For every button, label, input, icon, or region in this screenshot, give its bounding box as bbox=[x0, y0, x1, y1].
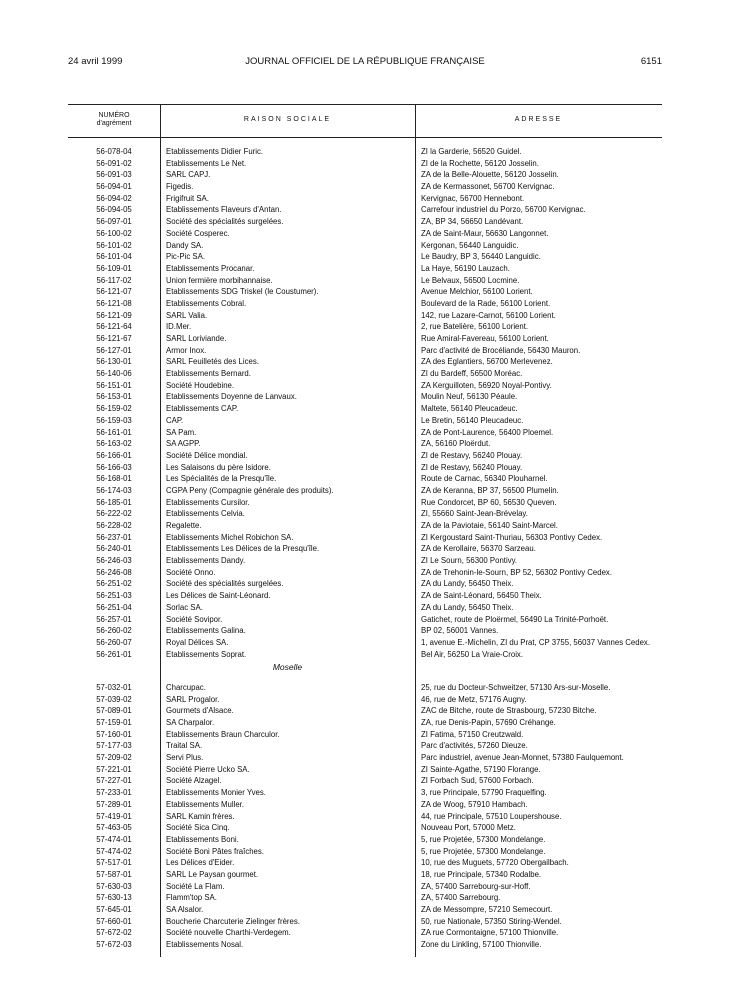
company-name: Société Pierre Ucko SA. bbox=[166, 764, 250, 774]
address: Carrefour industriel du Porzo, 56700 Kervignac. bbox=[421, 205, 586, 215]
table-row bbox=[68, 590, 662, 602]
address: ZI de la Rochette, 56120 Josselin. bbox=[421, 158, 539, 168]
company-name: Société La Flam. bbox=[166, 881, 225, 891]
table-row bbox=[68, 822, 662, 834]
table-row bbox=[68, 881, 662, 893]
address: ZA, 57400 Sarrebourg-sur-Hoff. bbox=[421, 881, 531, 891]
address: 50, rue Nationale, 57350 Stiring-Wendel. bbox=[421, 916, 562, 926]
column-header-adresse: ADRESSE bbox=[514, 116, 563, 123]
agreement-number: 56-257-01 bbox=[96, 614, 132, 624]
company-name: Sorlac SA. bbox=[166, 602, 203, 612]
agreement-number: 57-089-01 bbox=[96, 706, 132, 716]
table-row bbox=[68, 158, 662, 170]
table-row bbox=[68, 904, 662, 916]
table-row bbox=[68, 240, 662, 252]
agreement-number: 56-166-01 bbox=[96, 450, 132, 460]
agreement-number: 57-517-01 bbox=[96, 858, 132, 868]
table-row bbox=[68, 637, 662, 649]
company-name: Etablissements Galina. bbox=[166, 626, 246, 636]
table-row bbox=[68, 263, 662, 275]
agreement-table bbox=[68, 104, 662, 957]
agreement-number: 57-672-03 bbox=[96, 940, 132, 950]
agreement-number: 56-127-01 bbox=[96, 345, 132, 355]
address: Gatichet, route de Ploërmel, 56490 La Trinité-Porhoët. bbox=[421, 614, 609, 624]
company-name: Etablissements Cursilor. bbox=[166, 497, 250, 507]
company-name: Les Délices de Saint-Léonard. bbox=[166, 591, 271, 601]
company-name: Etablissements Michel Robichon SA. bbox=[166, 532, 294, 542]
company-name: SA Charpalor. bbox=[166, 718, 215, 727]
rows-moselle bbox=[68, 682, 662, 951]
table-row bbox=[68, 555, 662, 567]
agreement-number: 56-161-01 bbox=[96, 427, 132, 437]
agreement-number: 56-240-01 bbox=[96, 544, 132, 554]
agreement-number: 56-097-01 bbox=[96, 217, 132, 227]
table-row bbox=[68, 694, 662, 706]
agreement-number: 57-474-02 bbox=[96, 846, 132, 856]
table-row bbox=[68, 752, 662, 764]
address: Parc d'activités, 57260 Dieuze. bbox=[421, 741, 528, 751]
rows-morbihan bbox=[68, 146, 662, 660]
table-body bbox=[68, 146, 662, 951]
company-name: Etablissements Flaveurs d'Antan. bbox=[166, 205, 282, 215]
company-name: Royal Délices SA. bbox=[166, 637, 229, 647]
company-name: Etablissements CAP. bbox=[166, 404, 239, 414]
company-name: CGPA Peny (Compagnie générale des produits). bbox=[166, 485, 334, 495]
journal-title: JOURNAL OFFICIEL DE LA RÉPUBLIQUE FRANÇAISE bbox=[245, 56, 485, 67]
company-name: Etablissements SDG Triskel (le Coustumer). bbox=[166, 287, 319, 297]
agreement-number: 56-246-03 bbox=[96, 556, 132, 566]
address: La Haye, 56190 Lauzach. bbox=[421, 263, 510, 273]
agreement-number: 56-140-06 bbox=[96, 369, 132, 379]
table-row bbox=[68, 450, 662, 462]
agreement-number: 56-237-01 bbox=[96, 532, 132, 542]
company-name: Société Sica Cinq. bbox=[166, 823, 230, 833]
agreement-number: 56-163-02 bbox=[96, 439, 132, 449]
address: ZA du Landy, 56450 Theix. bbox=[421, 602, 514, 612]
column-header-numero: NUMÉRO d'agrément bbox=[96, 112, 132, 127]
address: Parc d'activité de Brocéliande, 56430 Mauron. bbox=[421, 345, 581, 355]
agreement-number: 56-159-03 bbox=[96, 415, 132, 425]
address: Le Bretin, 56140 Pleucadeuc. bbox=[421, 415, 524, 425]
address: ZA Kerguilloten, 56920 Noyal-Pontivy. bbox=[421, 380, 552, 390]
address: ZA du Landy, 56450 Theix. bbox=[421, 579, 514, 589]
company-name: Société Sovipor. bbox=[166, 614, 223, 624]
company-name: Les Salaisons du père Isidore. bbox=[166, 462, 271, 472]
agreement-number: 56-159-02 bbox=[96, 404, 132, 414]
table-row bbox=[68, 193, 662, 205]
address: Rue Condorcet, BP 60, 56530 Queven. bbox=[421, 497, 557, 507]
table-row bbox=[68, 391, 662, 403]
table-row bbox=[68, 508, 662, 520]
address: 1, avenue E.-Michelin, ZI du Prat, CP 3755, 56037 Vannes Cedex. bbox=[421, 637, 650, 647]
address: ZA de la Belle-Alouette, 56120 Josselin. bbox=[421, 170, 559, 180]
table-row bbox=[68, 275, 662, 287]
agreement-number: 56-130-01 bbox=[96, 357, 132, 367]
table-row bbox=[68, 415, 662, 427]
publication-date: 24 avril 1999 bbox=[68, 56, 123, 67]
company-name: SARL Loriviande. bbox=[166, 334, 227, 343]
agreement-number: 56-151-01 bbox=[96, 380, 132, 390]
table-row bbox=[68, 321, 662, 333]
agreement-number: 56-094-01 bbox=[96, 182, 132, 192]
table-row bbox=[68, 462, 662, 474]
company-name: Société Houdebine. bbox=[166, 380, 235, 390]
agreement-number: 57-630-03 bbox=[96, 881, 132, 891]
company-name: Etablissements Bernard. bbox=[166, 369, 251, 379]
company-name: Pic-Pic SA. bbox=[166, 252, 205, 262]
address: ZA de Kerollaire, 56370 Sarzeau. bbox=[421, 544, 536, 554]
address: Rue Amiral-Favereau, 56100 Lorient. bbox=[421, 334, 549, 343]
address: ZA, rue Denis-Papin, 57690 Créhange. bbox=[421, 718, 556, 727]
table-row bbox=[68, 705, 662, 717]
address: 3, rue Principale, 57790 Fraquelfing. bbox=[421, 788, 547, 798]
agreement-number: 56-246-08 bbox=[96, 567, 132, 577]
company-name: Société Délice mondial. bbox=[166, 450, 248, 460]
company-name: SARL Valia. bbox=[166, 310, 208, 320]
address: ZAC de Bitche, route de Strasbourg, 57230 Bitche. bbox=[421, 706, 597, 716]
company-name: Société des spécialités surgelées. bbox=[166, 579, 284, 589]
agreement-number: 57-660-01 bbox=[96, 916, 132, 926]
agreement-number: 57-221-01 bbox=[96, 764, 132, 774]
agreement-number: 56-251-03 bbox=[96, 591, 132, 601]
table-row bbox=[68, 520, 662, 532]
company-name: Frigifruit SA. bbox=[166, 193, 209, 203]
table-row bbox=[68, 799, 662, 811]
column-header-raison-sociale: RAISON SOCIALE bbox=[243, 116, 332, 123]
table-row bbox=[68, 333, 662, 345]
address: Kergonan, 56440 Languidic. bbox=[421, 240, 519, 250]
agreement-number: 56-094-02 bbox=[96, 193, 132, 203]
address: ZA, 57400 Sarrebourg. bbox=[421, 893, 501, 903]
table-row bbox=[68, 310, 662, 322]
table-row bbox=[68, 485, 662, 497]
agreement-number: 57-159-01 bbox=[96, 718, 132, 727]
address: ZA, BP 34, 56650 Landévant. bbox=[421, 217, 524, 227]
agreement-number: 56-091-02 bbox=[96, 158, 132, 168]
address: ZA de Kermassonet, 56700 Kervignac. bbox=[421, 182, 555, 192]
page-header bbox=[68, 56, 662, 68]
agreement-number: 56-261-01 bbox=[96, 649, 132, 659]
company-name: SARL CAPJ. bbox=[166, 170, 211, 180]
table-row bbox=[68, 869, 662, 881]
company-name: Etablissements Monier Yves. bbox=[166, 788, 266, 798]
table-row bbox=[68, 625, 662, 637]
table-row bbox=[68, 368, 662, 380]
table-row bbox=[68, 775, 662, 787]
table-row bbox=[68, 787, 662, 799]
agreement-number: 56-121-07 bbox=[96, 287, 132, 297]
agreement-number: 56-260-02 bbox=[96, 626, 132, 636]
company-name: Etablissements Le Net. bbox=[166, 158, 247, 168]
company-name: SARL Le Paysan gourmet. bbox=[166, 869, 259, 879]
address: Le Belvaux, 56500 Locmine. bbox=[421, 275, 520, 285]
table-row bbox=[68, 356, 662, 368]
company-name: Regalette. bbox=[166, 521, 202, 530]
table-row bbox=[68, 427, 662, 439]
address: ZI du Bardeff, 56500 Moréac. bbox=[421, 369, 523, 379]
company-name: Etablissements Soprat. bbox=[166, 649, 247, 659]
agreement-number: 57-227-01 bbox=[96, 776, 132, 786]
company-name: Traital SA. bbox=[166, 741, 203, 751]
agreement-number: 56-251-02 bbox=[96, 579, 132, 589]
address: ZI Fatima, 57150 Creutzwald. bbox=[421, 729, 524, 739]
address: ZA, 56160 Ploërdut. bbox=[421, 439, 491, 449]
company-name: Etablissements Nosal. bbox=[166, 940, 244, 950]
agreement-number: 57-419-01 bbox=[96, 811, 132, 821]
address: 2, rue Batelière, 56100 Lorient. bbox=[421, 322, 529, 332]
address: ZA de Trehonin-le-Sourn, BP 52, 56302 Pontivy Cedex. bbox=[421, 567, 612, 577]
company-name: Boucherie Charcuterie Zielinger frères. bbox=[166, 916, 300, 926]
address: 142, rue Lazare-Carnot, 56100 Lorient. bbox=[421, 310, 556, 320]
address: 25, rue du Docteur-Schweitzer, 57130 Ars-sur-Moselle. bbox=[421, 682, 611, 692]
company-name: Etablissements Les Délices de la Presqu'île. bbox=[166, 544, 320, 554]
company-name: Etablissements Cobral. bbox=[166, 298, 247, 308]
address: 44, rue Principale, 57510 Loupershouse. bbox=[421, 811, 562, 821]
address: ZA de la Paviotaie, 56140 Saint-Marcel. bbox=[421, 521, 558, 530]
agreement-number: 56-121-09 bbox=[96, 310, 132, 320]
table-row bbox=[68, 892, 662, 904]
address: ZA de Keranna, BP 37, 56500 Plumelin. bbox=[421, 485, 559, 495]
company-name: Les Spécialités de la Presqu'île. bbox=[166, 474, 277, 484]
company-name: Etablissements Celvia. bbox=[166, 509, 245, 519]
agreement-number: 56-091-03 bbox=[96, 170, 132, 180]
table-row bbox=[68, 846, 662, 858]
table-row bbox=[68, 602, 662, 614]
table-row bbox=[68, 298, 662, 310]
company-name: Société Boni Pâtes fraîches. bbox=[166, 846, 264, 856]
table-row bbox=[68, 649, 662, 661]
address: ZI de Restavy, 56240 Plouay. bbox=[421, 462, 523, 472]
agreement-number: 56-101-02 bbox=[96, 240, 132, 250]
agreement-number: 56-166-03 bbox=[96, 462, 132, 472]
address: ZI Forbach Sud, 57600 Forbach. bbox=[421, 776, 534, 786]
company-name: Figedis. bbox=[166, 182, 194, 192]
address: ZI Sainte-Agathe, 57190 Florange. bbox=[421, 764, 541, 774]
company-name: Servi Plus. bbox=[166, 753, 204, 763]
company-name: SA Pam. bbox=[166, 427, 197, 437]
table-row bbox=[68, 380, 662, 392]
address: 46, rue de Metz, 57176 Augny. bbox=[421, 694, 527, 704]
table-row bbox=[68, 403, 662, 415]
agreement-number: 56-121-08 bbox=[96, 298, 132, 308]
address: Nouveau Port, 57000 Metz. bbox=[421, 823, 516, 833]
agreement-number: 56-228-02 bbox=[96, 521, 132, 530]
agreement-number: 56-109-01 bbox=[96, 263, 132, 273]
table-row bbox=[68, 834, 662, 846]
address: Route de Carnac, 56340 Plouharnel. bbox=[421, 474, 548, 484]
company-name: Etablissements Didier Furic. bbox=[166, 147, 264, 156]
company-name: SARL Feuilletés des Lices. bbox=[166, 357, 259, 367]
company-name: Gourmets d'Alsace. bbox=[166, 706, 234, 716]
agreement-number: 57-474-01 bbox=[96, 834, 132, 844]
company-name: Etablissements Boni. bbox=[166, 834, 239, 844]
agreement-number: 56-101-04 bbox=[96, 252, 132, 262]
company-name: SA Alsalor. bbox=[166, 905, 204, 914]
company-name: Société nouvelle Charthi-Verdegem. bbox=[166, 928, 291, 938]
address: 10, rue des Muguets, 57720 Obergailbach. bbox=[421, 858, 569, 868]
table-row bbox=[68, 345, 662, 357]
company-name: Société des spécialités surgelées. bbox=[166, 217, 284, 227]
agreement-number: 56-100-02 bbox=[96, 228, 132, 238]
address: ZA de Woog, 57910 Hambach. bbox=[421, 799, 528, 809]
company-name: Flamm'top SA. bbox=[166, 893, 217, 903]
address: 5, rue Projetée, 57300 Mondelange. bbox=[421, 834, 546, 844]
table-row bbox=[68, 146, 662, 158]
table-row bbox=[68, 857, 662, 869]
table-row bbox=[68, 251, 662, 263]
company-name: Armor Inox. bbox=[166, 345, 207, 355]
agreement-number: 56-185-01 bbox=[96, 497, 132, 507]
agreement-number: 56-121-64 bbox=[96, 322, 132, 332]
table-row bbox=[68, 286, 662, 298]
company-name: ID.Mer. bbox=[166, 322, 192, 332]
agreement-number: 57-032-01 bbox=[96, 682, 132, 692]
address: ZI la Garderie, 56520 Guidel. bbox=[421, 147, 522, 156]
table-row bbox=[68, 228, 662, 240]
agreement-number: 57-177-03 bbox=[96, 741, 132, 751]
agreement-number: 57-463-05 bbox=[96, 823, 132, 833]
table-row bbox=[68, 916, 662, 928]
company-name: SARL Progalor. bbox=[166, 694, 220, 704]
company-name: Charcupac. bbox=[166, 682, 206, 692]
address: ZA de Pont-Laurence, 56400 Ploemel. bbox=[421, 427, 554, 437]
table-row bbox=[68, 578, 662, 590]
agreement-number: 56-222-02 bbox=[96, 509, 132, 519]
agreement-number: 56-168-01 bbox=[96, 474, 132, 484]
agreement-number: 57-209-02 bbox=[96, 753, 132, 763]
page-number: 6151 bbox=[640, 56, 662, 67]
company-name: Etablissements Muller. bbox=[166, 799, 244, 809]
table-header bbox=[68, 105, 662, 138]
agreement-number: 57-587-01 bbox=[96, 869, 132, 879]
section-heading: Moselle bbox=[272, 662, 303, 673]
table-row bbox=[68, 216, 662, 228]
company-name: SA AGPP. bbox=[166, 439, 201, 449]
table-row bbox=[68, 543, 662, 555]
address: Maltete, 56140 Pleucadeuc. bbox=[421, 404, 518, 414]
company-name: Société Onno. bbox=[166, 567, 216, 577]
agreement-number: 57-289-01 bbox=[96, 799, 132, 809]
address: ZA de Saint-Maur, 56630 Langonnet. bbox=[421, 228, 549, 238]
address: BP 02, 56001 Vannes. bbox=[421, 626, 499, 636]
table-row bbox=[68, 729, 662, 741]
address: ZI, 55660 Saint-Jean-Brévelay. bbox=[421, 509, 528, 519]
table-row bbox=[68, 169, 662, 181]
table-row bbox=[68, 473, 662, 485]
agreement-number: 57-233-01 bbox=[96, 788, 132, 798]
agreement-number: 56-260-07 bbox=[96, 637, 132, 647]
agreement-number: 56-117-02 bbox=[96, 275, 132, 285]
address: 18, rue Principale, 57340 Rodalbe. bbox=[421, 869, 542, 879]
table-row bbox=[68, 567, 662, 579]
address: 5, rue Projetée, 57300 Mondelange. bbox=[421, 846, 546, 856]
company-name: Les Délices d'Eider. bbox=[166, 858, 235, 868]
agreement-number: 56-078-04 bbox=[96, 147, 132, 156]
agreement-number: 57-160-01 bbox=[96, 729, 132, 739]
address: Zone du Linkling, 57100 Thionville. bbox=[421, 940, 542, 950]
agreement-number: 56-094-05 bbox=[96, 205, 132, 215]
company-name: CAP. bbox=[166, 415, 184, 425]
address: Le Baudry, BP 3, 56440 Languidic. bbox=[421, 252, 541, 262]
table-row bbox=[68, 939, 662, 951]
agreement-number: 56-153-01 bbox=[96, 392, 132, 402]
address: ZI Kergoustard Saint-Thuriau, 56303 Pontivy Cedex. bbox=[421, 532, 603, 542]
address: ZA rue Cormontaigne, 57100 Thionville. bbox=[421, 928, 559, 938]
company-name: SARL Kamin frères. bbox=[166, 811, 235, 821]
company-name: Etablissements Doyenne de Lanvaux. bbox=[166, 392, 297, 402]
table-row bbox=[68, 682, 662, 694]
address: Kervignac, 56700 Hennebont. bbox=[421, 193, 525, 203]
agreement-number: 56-121-67 bbox=[96, 334, 132, 343]
address: Parc industriel, avenue Jean-Monnet, 57380 Faulquemont. bbox=[421, 753, 624, 763]
agreement-number: 57-630-13 bbox=[96, 893, 132, 903]
company-name: Société Cosperec. bbox=[166, 228, 230, 238]
agreement-number: 57-672-02 bbox=[96, 928, 132, 938]
table-row bbox=[68, 717, 662, 729]
agreement-number: 56-251-04 bbox=[96, 602, 132, 612]
company-name: Etablissements Braun Charculor. bbox=[166, 729, 280, 739]
table-row bbox=[68, 204, 662, 216]
table-row bbox=[68, 740, 662, 752]
company-name: Société Alzagel. bbox=[166, 776, 222, 786]
company-name: Union fermière morbihannaise. bbox=[166, 275, 273, 285]
company-name: Etablissements Dandy. bbox=[166, 556, 246, 566]
company-name: Etablissements Procanar. bbox=[166, 263, 255, 273]
table-row bbox=[68, 181, 662, 193]
address: ZI de Restavy, 56240 Plouay. bbox=[421, 450, 523, 460]
table-row bbox=[68, 811, 662, 823]
address: ZA de Saint-Léonard, 56450 Theix. bbox=[421, 591, 542, 601]
address: Moulin Neuf, 56130 Péaule. bbox=[421, 392, 518, 402]
table-row bbox=[68, 927, 662, 939]
address: ZA de Messompre, 57210 Semecourt. bbox=[421, 905, 553, 914]
agreement-number: 57-039-02 bbox=[96, 694, 132, 704]
table-row bbox=[68, 497, 662, 509]
agreement-number: 57-645-01 bbox=[96, 905, 132, 914]
table-row bbox=[68, 764, 662, 776]
agreement-number: 56-174-03 bbox=[96, 485, 132, 495]
company-name: Dandy SA. bbox=[166, 240, 204, 250]
address: ZI Le Sourn, 56300 Pontivy. bbox=[421, 556, 518, 566]
address: ZA des Eglantiers, 56700 Merlevenez. bbox=[421, 357, 553, 367]
table-row bbox=[68, 532, 662, 544]
table-row bbox=[68, 438, 662, 450]
address: Bel Air, 56250 La Vraie-Croix. bbox=[421, 649, 523, 659]
address: Avenue Melchior, 56100 Lorient. bbox=[421, 287, 533, 297]
address: Boulevard de la Rade, 56100 Lorient. bbox=[421, 298, 551, 308]
table-row bbox=[68, 614, 662, 626]
